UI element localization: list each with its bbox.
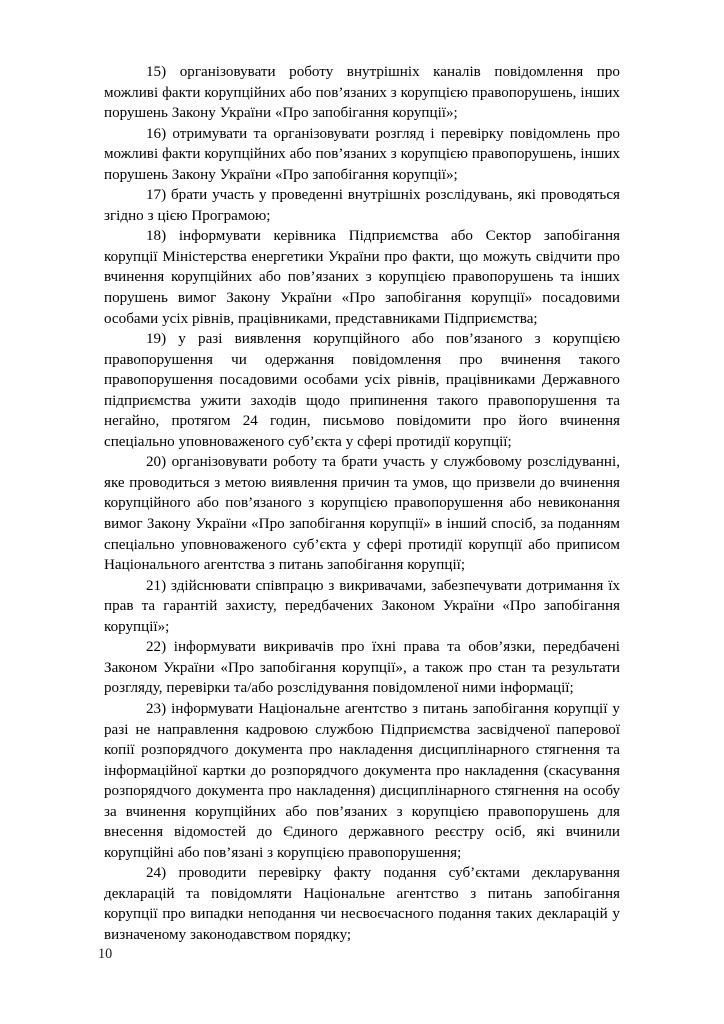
paragraph-19: 19) у разі виявлення корупційного або пов’язаного з корупцією правопорушення чи одержання повідомлення про вчинення такого правопорушення посадовими особами усіх рівнів, працівниками Державного підприємства ужити заходів щодо припинення такого правопорушення та негайно, протягом 24 годин, письмово повідомити про його вчинення спеціально уповноваженого суб’єкта у сфері протидії корупції; (104, 331, 620, 450)
document-body (104, 62, 620, 946)
paragraph-21: 21) здійснювати співпрацю з викривачами, забезпечувати дотримання їх прав та гарантій захисту, передбачених Законом України «Про запобігання корупції»; (104, 577, 620, 635)
paragraph-20: 20) організовувати роботу та брати участь у службовому розслідуванні, яке проводиться з метою виявлення причин та умов, що призвели до вчинення корупційного або пов’язаного з корупцією правопорушення або невиконання вимог Закону України «Про запобігання корупції» в інший спосіб, за поданням спеціально уповноваженого суб’єкта у сфері протидії корупції або приписом Національного агентства з питань запобігання корупції; (104, 454, 620, 574)
paragraph-17: 17) брати участь у проведенні внутрішніх розслідувань, які проводяться згідно з цією Програмою; (104, 187, 620, 224)
paragraph-15: 15) організовувати роботу внутрішніх каналів повідомлення про можливі факти корупційних або пов’язаних з корупцією правопорушень, інших порушень Закону України «Про запобігання корупції»; (104, 64, 620, 122)
paragraph-24: 24) проводити перевірку факту подання суб’єктами декларування декларацій та повідомляти Національне агентство з питань запобігання корупції про випадки неподання чи несвоєчасного подання таких декларацій у визначеному законодавством порядку; (104, 865, 620, 943)
paragraph-22: 22) інформувати викривачів про їхні права та обов’язки, передбачені Законом України «Про запобігання корупції», а також про стан та результати розгляду, перевірки та/або розслідування повідомленої ними інформації; (104, 639, 620, 697)
paragraph-18: 18) інформувати керівника Підприємства або Сектор запобігання корупції Міністерства енергетики України про факти, що можуть свідчити про вчинення корупційних або пов’язаних з корупцією правопорушень та інших порушень вимог Закону України «Про запобігання корупції» посадовими особами усіх рівнів, працівниками, представниками Підприємства; (104, 228, 620, 327)
page-number: 10 (98, 946, 113, 962)
paragraph-23: 23) інформувати Національне агентство з питань запобігання корупції у разі не направлення кадровою службою Підприємства засвідченої паперової копії розпорядчого документа про накладення дисциплінарного стягнення та інформаційної картки до розпорядчого документа про накладення (скасування розпорядчого документа про накладення) дисциплінарного стягнення на особу за вчинення корупційних або пов’язаних з корупцією правопорушень для внесення відомостей до Єдиного державного реєстру осіб, які вчинили корупційні або пов’язані з корупцією правопорушення; (104, 700, 620, 861)
paragraph-16: 16) отримувати та організовувати розгляд і перевірку повідомлень про можливі факти корупційних або пов’язаних з корупцією правопорушень, інших порушень Закону України «Про запобігання корупції»; (104, 125, 620, 183)
